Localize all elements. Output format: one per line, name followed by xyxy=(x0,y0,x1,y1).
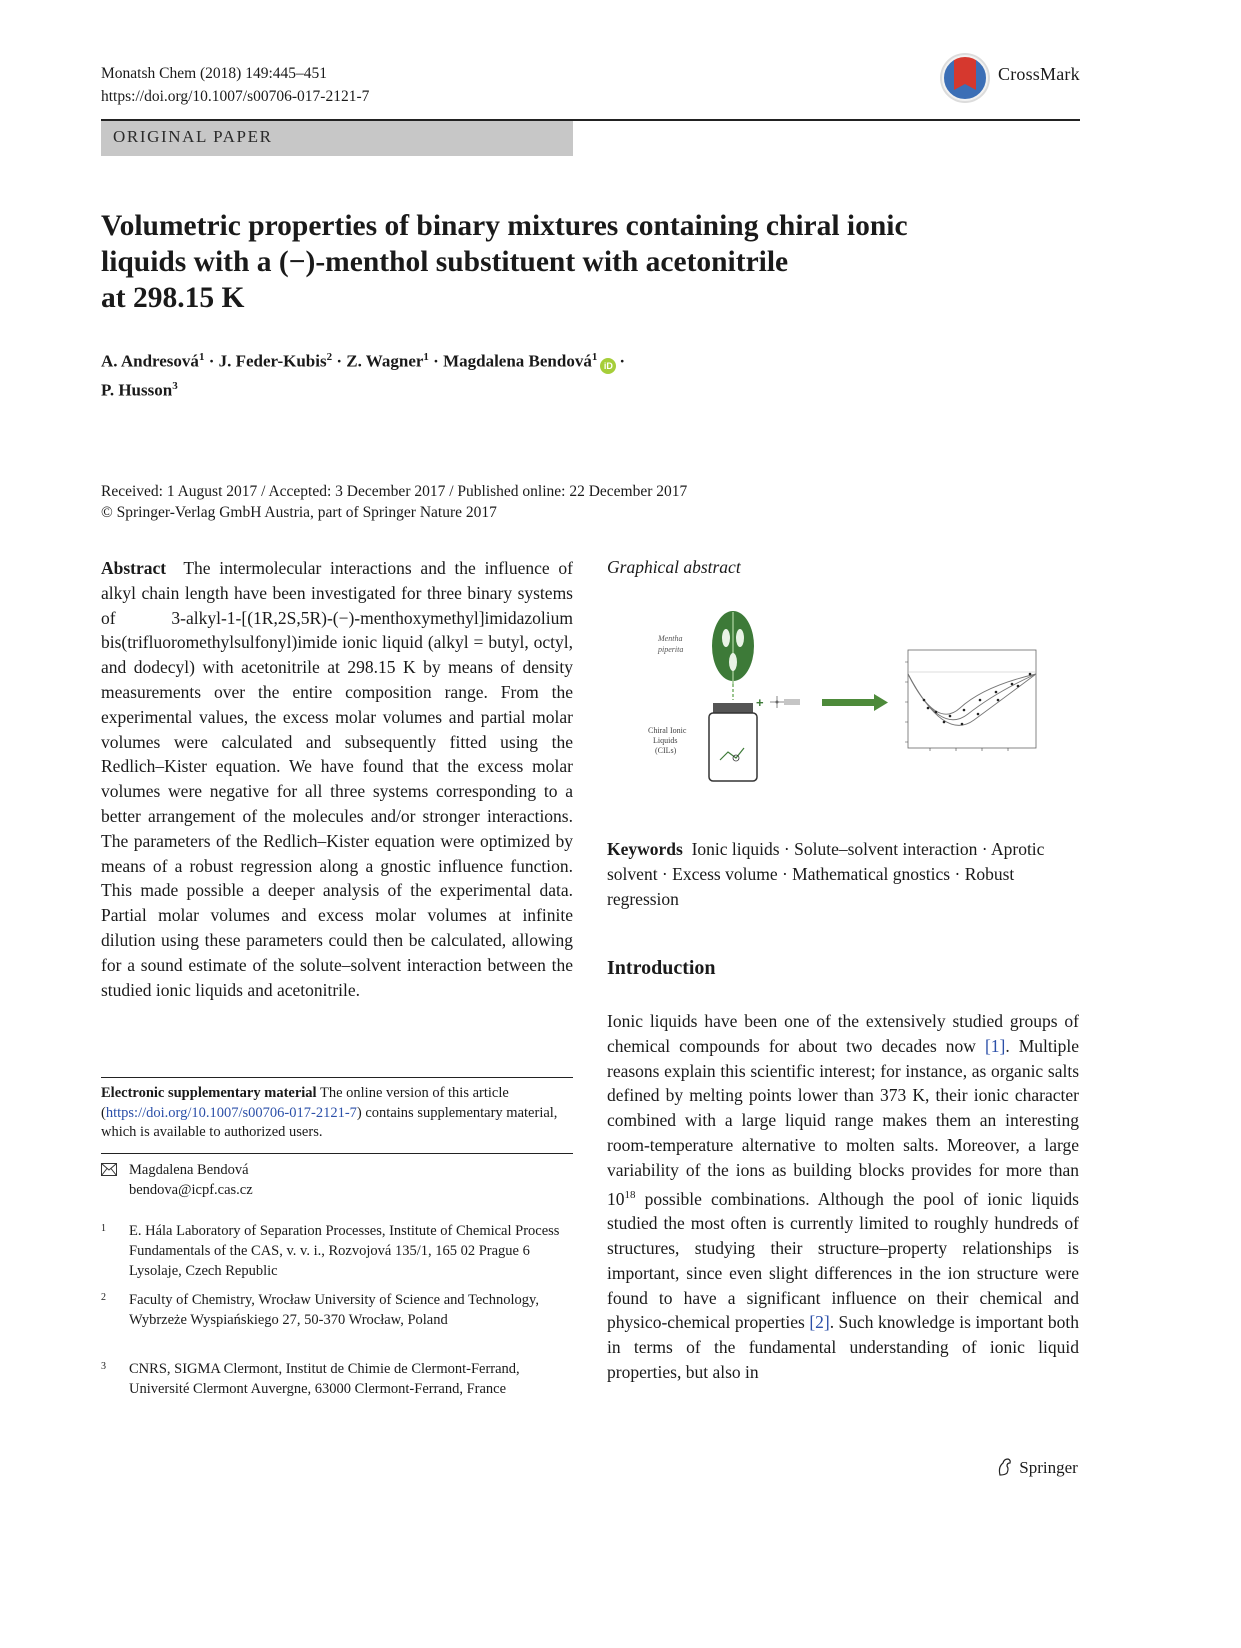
introduction-text xyxy=(607,1009,1079,1385)
intro-text: possible combinations. Although the pool of ionic liquids studied the most often is currently limited to roughly hundreds of structures, studying their structure–property relationships is important, since even slight differences in the ion structure were found to have a significant influence on their chemical and physico-chemical properties xyxy=(607,1188,1079,1333)
intro-text: Ionic liquids have been one of the extensively studied groups of chemical compounds for about two decades now xyxy=(607,1011,1079,1056)
orcid-icon[interactable]: iD xyxy=(600,358,616,374)
excess-volume-plot xyxy=(905,650,1036,751)
esm-link[interactable]: https://doi.org/10.1007/s00706-017-2121-7 xyxy=(105,1104,357,1121)
journal-citation xyxy=(101,62,369,108)
abstract-heading: Abstract xyxy=(101,558,167,578)
intro-text: . Multiple reasons explain this scientific interest; for instance, as organic salts defined by melting points lower than 373 K, their ionic character combined with a large liquid range makes them an interesting room-temperature alternative to molten salts. Moreover, a large variability of the ions as building blocks provides for more than 10 xyxy=(607,1035,1079,1209)
author-name[interactable]: Magdalena Bendová xyxy=(443,351,592,371)
esm-text: ) contains supplementary material, which is available to authorized users. xyxy=(101,1104,558,1140)
acetonitrile-structure-icon xyxy=(770,696,800,708)
publication-dates xyxy=(101,481,687,523)
springer-horse-icon xyxy=(995,1457,1015,1477)
keywords xyxy=(607,837,1079,911)
citation-link[interactable]: [1] xyxy=(984,1035,1006,1056)
plus-sign: + xyxy=(756,695,764,710)
author-name[interactable]: A. Andresová xyxy=(101,351,199,371)
affiliation-text: Faculty of Chemistry, Wrocław University of Science and Technology, Wybrzeże Wyspiańskiego 27, 50-370 Wrocław, Poland xyxy=(129,1292,539,1328)
arrow-icon xyxy=(822,694,888,711)
affiliation-text: E. Hála Laboratory of Separation Processes, Institute of Chemical Process Fundamentals of the CAS, v. v. i., Rozvojová 135/1, 165 02 Prague 6 Lysolaje, Czech Republic xyxy=(129,1223,560,1279)
plant-label: Mentha xyxy=(658,634,683,643)
title-line: liquids with a (−)-menthol substituent with acetonitrile xyxy=(101,246,789,278)
plant-label: piperita xyxy=(658,645,684,654)
author-affiliation-number: 1 xyxy=(198,351,205,363)
title-line: Volumetric properties of binary mixtures containing chiral ionic xyxy=(101,210,908,242)
vial-label: (CILs) xyxy=(655,746,677,755)
intro-text: . Such knowledge is important both in terms of the fundamental understanding of ionic liquid properties, but also in xyxy=(607,1312,1079,1382)
affiliation-text: CNRS, SIGMA Clermont, Institut de Chimie de Clermont-Ferrand, Université Clermont Auvergne, 63000 Clermont-Ferrand, France xyxy=(129,1361,520,1397)
publisher-logo xyxy=(995,1457,1078,1478)
author-list: A. Andresová$^1$ · J. Feder-Kubis$^2$ · Z. Wagner$^1$ · Magdalena Bendová$^1$iD · P. Husson$^3$ xyxy=(101,351,626,400)
corresponding-author: Magdalena Bendová xyxy=(129,1162,249,1178)
paper-title xyxy=(101,208,1031,316)
correspondence-divider xyxy=(101,1153,573,1154)
graphical-abstract-label: Graphical abstract xyxy=(607,557,741,577)
keywords-heading: Keywords xyxy=(607,839,683,859)
supplementary-note xyxy=(101,1084,573,1143)
vial-icon xyxy=(709,684,757,781)
affiliation-number: 1 xyxy=(101,1223,106,1234)
affiliation-number: 2 xyxy=(101,1292,106,1303)
section-label: ORIGINAL PAPER xyxy=(113,127,273,146)
abstract-text: The intermolecular interactions and the influence of alkyl chain length have been investigated for three binary systems of 3-alkyl-1-[(1R,2S,5R)-(−)-menthoxymethyl]imidazolium bis(trifluoromethylsulfonyl)imide ionic liquid (alkyl = butyl, octyl, and dodecyl) with acetonitrile at 298.15 K by means of density measurements over the entire composition range. From the experimental values, the excess molar volumes and partial molar volumes were calculated and subsequently fitted using the Redlich–Kister equation. We have found that the excess molar volumes were negative for all three systems corresponding to a better arrangement of the molecules and/or stronger interactions. The parameters of the Redlich–Kister equation were optimized by means of a robust regression along a gnostic influence function. This made possible a deeper analysis of the experimental data. Partial molar volumes and excess molar volumes at infinite dilution using these parameters could then be calculated, allowing for a sound estimate of the solute–solvent interaction between the studied ionic liquids and acetonitrile. xyxy=(101,558,573,1000)
author-affiliation-number: 3 xyxy=(172,379,178,392)
correspondence xyxy=(101,1160,573,1200)
citation-link[interactable]: [2] xyxy=(809,1312,830,1333)
abstract xyxy=(101,556,573,1002)
crossmark-icon xyxy=(938,50,998,106)
graphical-abstract-figure xyxy=(640,600,1060,800)
introduction-heading: Introduction xyxy=(607,957,716,979)
title-line: at 298.15 K xyxy=(101,282,245,314)
doi-link[interactable]: https://doi.org/10.1007/s00706-017-2121-7 xyxy=(101,88,370,105)
crossmark-label: CrossMark xyxy=(998,64,1080,84)
corresponding-email[interactable]: bendova@icpf.cas.cz xyxy=(129,1182,253,1198)
keywords-text: Ionic liquids · Solute–solvent interaction · Aprotic solvent · Excess volume · Mathematical gnostics · Robust regression xyxy=(607,839,1045,909)
exponent: 18 xyxy=(624,1188,636,1201)
vial-label: Chiral Ionic xyxy=(648,726,687,735)
esm-text: The online version of this article ( xyxy=(101,1085,509,1121)
affiliation xyxy=(101,1221,573,1281)
history-line: Received: 1 August 2017 / Accepted: 3 December 2017 / Published online: 22 December 2017 xyxy=(101,483,688,500)
envelope-icon xyxy=(101,1163,117,1176)
author-affiliation-number: 2 xyxy=(326,351,333,363)
author-name[interactable]: Z. Wagner xyxy=(346,351,424,371)
esm-divider xyxy=(101,1077,573,1078)
copyright-line: © Springer-Verlag GmbH Austria, part of Springer Nature 2017 xyxy=(101,504,497,521)
author-name[interactable]: J. Feder-Kubis xyxy=(218,351,327,371)
vial-label: Liquids xyxy=(653,736,678,745)
affiliation xyxy=(101,1359,573,1399)
section-banner xyxy=(101,121,573,156)
affiliation-number: 3 xyxy=(101,1361,106,1372)
leaf-icon xyxy=(712,611,754,684)
esm-heading: Electronic supplementary material xyxy=(101,1085,317,1101)
author-affiliation-number: 1 xyxy=(591,351,598,363)
author-affiliation-number: 1 xyxy=(423,351,429,363)
publisher-name: Springer xyxy=(1019,1458,1078,1477)
journal-reference: Monatsh Chem (2018) 149:445–451 xyxy=(101,65,328,82)
author-name[interactable]: P. Husson xyxy=(101,380,173,400)
affiliation xyxy=(101,1290,573,1330)
